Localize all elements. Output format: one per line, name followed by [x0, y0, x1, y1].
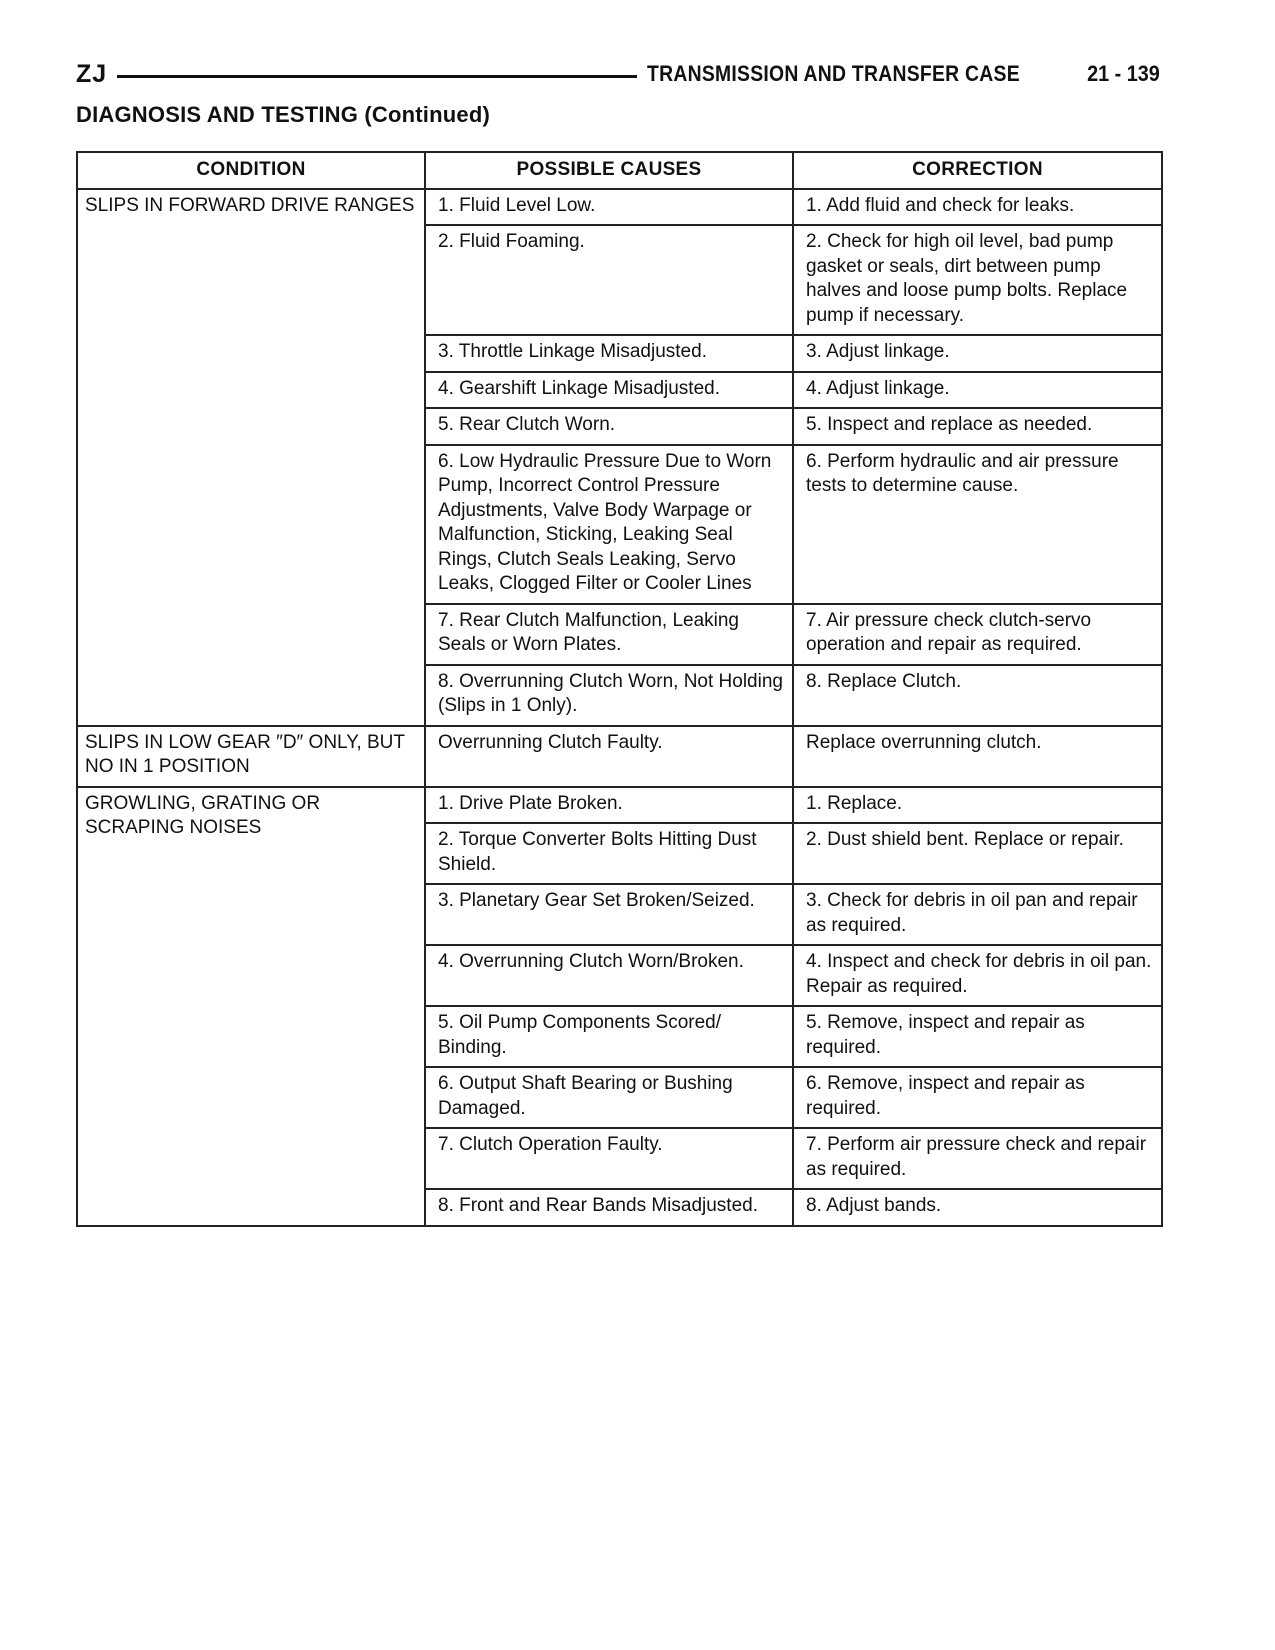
cause-cell: 5. Oil Pump Components Scored/ Binding.	[425, 1006, 793, 1067]
cause-cell: 2. Torque Converter Bolts Hitting Dust Shield.	[425, 823, 793, 884]
cause-cell: 3. Planetary Gear Set Broken/Seized.	[425, 884, 793, 945]
cause-cell: 6. Output Shaft Bearing or Bushing Damaged.	[425, 1067, 793, 1128]
cause-cell: 7. Clutch Operation Faulty.	[425, 1128, 793, 1189]
correction-cell: 6. Remove, inspect and repair as required.	[793, 1067, 1162, 1128]
cause-cell: 2. Fluid Foaming.	[425, 225, 793, 335]
correction-cell: 1. Add fluid and check for leaks.	[793, 189, 1162, 226]
correction-cell: 7. Air pressure check clutch-servo operation and repair as required.	[793, 604, 1162, 665]
column-header-correction: CORRECTION	[793, 152, 1162, 189]
correction-cell: 7. Perform air pressure check and repair as required.	[793, 1128, 1162, 1189]
correction-cell: 3. Check for debris in oil pan and repair as required.	[793, 884, 1162, 945]
correction-cell: 2. Check for high oil level, bad pump gasket or seals, dirt between pump halves and loose pump bolts. Replace pump if necessary.	[793, 225, 1162, 335]
running-header	[76, 56, 1160, 92]
table-row	[77, 787, 1162, 824]
cause-cell: 3. Throttle Linkage Misadjusted.	[425, 335, 793, 372]
cause-cell: 1. Drive Plate Broken.	[425, 787, 793, 824]
cause-cell: Overrunning Clutch Faulty.	[425, 726, 793, 787]
column-header-possible-causes: POSSIBLE CAUSES	[425, 152, 793, 189]
diagnosis-table	[76, 151, 1163, 1227]
correction-cell: 5. Inspect and replace as needed.	[793, 408, 1162, 445]
correction-cell: 4. Inspect and check for debris in oil pan. Repair as required.	[793, 945, 1162, 1006]
table-row	[77, 726, 1162, 787]
cause-cell: 5. Rear Clutch Worn.	[425, 408, 793, 445]
condition-cell: SLIPS IN FORWARD DRIVE RANGES	[77, 189, 425, 726]
page-number: 21 - 139	[1087, 61, 1160, 86]
correction-cell: 3. Adjust linkage.	[793, 335, 1162, 372]
cause-cell: 8. Front and Rear Bands Misadjusted.	[425, 1189, 793, 1226]
correction-cell: 6. Perform hydraulic and air pressure tests to determine cause.	[793, 445, 1162, 604]
correction-cell: 8. Replace Clutch.	[793, 665, 1162, 726]
correction-cell: 5. Remove, inspect and repair as required.	[793, 1006, 1162, 1067]
cause-cell: 6. Low Hydraulic Pressure Due to Worn Pump, Incorrect Control Pressure Adjustments, Valve Body Warpage or Malfunction, Sticking, Leaking Seal Rings, Clutch Seals Leaking, Servo Leaks, Clogged Filter or Cooler Lines	[425, 445, 793, 604]
cause-cell: 4. Gearshift Linkage Misadjusted.	[425, 372, 793, 409]
correction-cell: Replace overrunning clutch.	[793, 726, 1162, 787]
cause-cell: 4. Overrunning Clutch Worn/Broken.	[425, 945, 793, 1006]
condition-cell: SLIPS IN LOW GEAR ″D″ ONLY, BUT NO IN 1 POSITION	[77, 726, 425, 787]
table-header-row	[77, 152, 1162, 189]
correction-cell: 4. Adjust linkage.	[793, 372, 1162, 409]
cause-cell: 1. Fluid Level Low.	[425, 189, 793, 226]
correction-cell: 1. Replace.	[793, 787, 1162, 824]
page-title: DIAGNOSIS AND TESTING (Continued)	[76, 102, 490, 127]
section-title: TRANSMISSION AND TRANSFER CASE	[647, 61, 1021, 86]
cause-cell: 8. Overrunning Clutch Worn, Not Holding (Slips in 1 Only).	[425, 665, 793, 726]
cause-cell: 7. Rear Clutch Malfunction, Leaking Seals or Worn Plates.	[425, 604, 793, 665]
condition-cell: GROWLING, GRATING OR SCRAPING NOISES	[77, 787, 425, 1226]
model-code: ZJ	[76, 59, 108, 88]
table-row	[77, 189, 1162, 226]
correction-cell: 2. Dust shield bent. Replace or repair.	[793, 823, 1162, 884]
header-rule	[117, 75, 637, 78]
correction-cell: 8. Adjust bands.	[793, 1189, 1162, 1226]
column-header-condition: CONDITION	[77, 152, 425, 189]
